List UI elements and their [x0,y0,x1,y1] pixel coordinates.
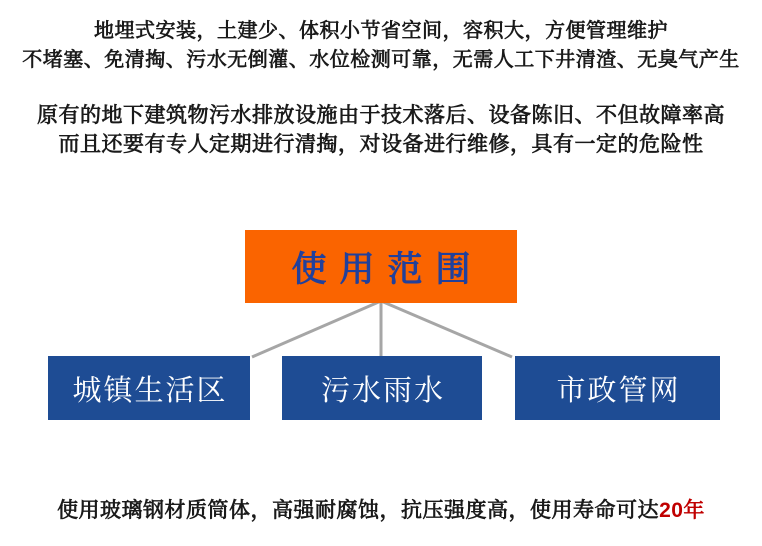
node-urban-living-area-label: 城镇生活区 [72,374,228,407]
footer-prefix: 使用玻璃钢材质筒体，高强耐腐蚀，抗压强度高，使用寿命可达 [57,499,660,522]
node-municipal-pipe-network-label: 市政管网 [556,374,681,407]
problem-line-1: 原有的地下建筑物污水排放设施由于技术落后、设备陈旧、不但故障率高 [37,104,725,127]
node-sewage-rainwater [282,356,482,420]
footer-text [0,494,762,524]
intro-line-1: 地埋式安装，土建少、体积小节省空间，容积大，方便管理维护 [94,20,668,42]
usage-scope-box [245,230,517,303]
node-urban-living-area [48,356,250,420]
usage-scope-label: 使用范围 [291,249,484,289]
footer-highlight: 20年 [659,499,705,522]
connector-line-left [252,301,381,357]
node-municipal-pipe-network [515,356,720,420]
node-sewage-rainwater-label: 污水雨水 [320,374,445,407]
intro-line-2: 不堵塞、免清掏、污水无倒灌、水位检测可靠，无需人工下井清渣、无臭气产生 [22,49,740,71]
connector-line-right [381,301,512,357]
problem-line-2: 而且还要有专人定期进行清掏，对设备进行维修，具有一定的危险性 [58,133,704,156]
